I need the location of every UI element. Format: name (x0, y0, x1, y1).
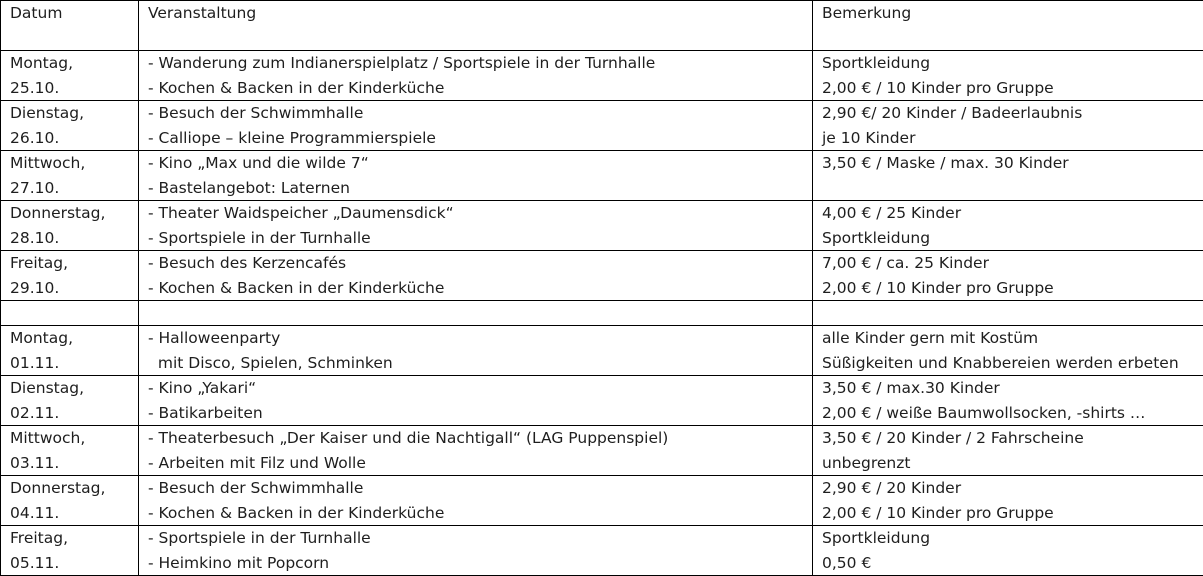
event-line: - Batikarbeiten (148, 401, 812, 426)
note-line: Sportkleidung (822, 226, 1203, 251)
event-line: - Besuch der Schwimmhalle (148, 476, 812, 501)
weekday-label: Montag, (10, 51, 138, 76)
weekday-label: Mittwoch, (10, 151, 138, 176)
table-row (1, 376, 1203, 426)
note-cell (813, 526, 1203, 576)
note-line: 0,50 € (822, 551, 1203, 576)
event-line: - Arbeiten mit Filz und Wolle (148, 451, 812, 476)
note-cell (813, 51, 1203, 101)
event-line: - Besuch des Kerzencafés (148, 251, 812, 276)
header-date-label: Datum (10, 1, 138, 26)
date-cell (1, 376, 139, 426)
note-line: 2,90 € / 20 Kinder (822, 476, 1203, 501)
event-line: - Sportspiele in der Turnhalle (148, 226, 812, 251)
event-cell (139, 526, 813, 576)
note-line: 2,90 €/ 20 Kinder / Badeerlaubnis (822, 101, 1203, 126)
event-line: - Heimkino mit Popcorn (148, 551, 812, 576)
event-line: - Calliope – kleine Programmierspiele (148, 126, 812, 151)
date-label: 01.11. (10, 351, 138, 376)
event-cell (139, 151, 813, 201)
header-event-label: Veranstaltung (148, 1, 812, 26)
table-row (1, 426, 1203, 476)
spacer-row (1, 301, 1203, 326)
note-line (822, 176, 1203, 201)
date-cell (1, 51, 139, 101)
spacer-cell (1, 301, 139, 326)
date-label: 26.10. (10, 126, 138, 151)
date-cell (1, 151, 139, 201)
note-line: 3,50 € / Maske / max. 30 Kinder (822, 151, 1203, 176)
event-line: - Kochen & Backen in der Kinderküche (148, 76, 812, 101)
weekday-label: Donnerstag, (10, 476, 138, 501)
event-cell (139, 376, 813, 426)
event-line: mit Disco, Spielen, Schminken (148, 351, 812, 376)
event-cell (139, 326, 813, 376)
date-label: 29.10. (10, 276, 138, 301)
table-row (1, 476, 1203, 526)
note-line: 3,50 € / 20 Kinder / 2 Fahrscheine (822, 426, 1203, 451)
spacer-cell (813, 301, 1203, 326)
note-cell (813, 201, 1203, 251)
note-line: 2,00 € / 10 Kinder pro Gruppe (822, 501, 1203, 526)
date-cell (1, 201, 139, 251)
event-line: - Theater Waidspeicher „Daumensdick“ (148, 201, 812, 226)
note-line: 2,00 € / 10 Kinder pro Gruppe (822, 276, 1203, 301)
spacer-cell (139, 301, 813, 326)
event-cell (139, 101, 813, 151)
date-label: 27.10. (10, 176, 138, 201)
weekday-label: Freitag, (10, 526, 138, 551)
note-line: 4,00 € / 25 Kinder (822, 201, 1203, 226)
date-cell (1, 251, 139, 301)
header-date (1, 1, 139, 51)
note-cell (813, 101, 1203, 151)
date-label: 02.11. (10, 401, 138, 426)
schedule-body (1, 1, 1203, 576)
event-line: - Kochen & Backen in der Kinderküche (148, 501, 812, 526)
note-line: 2,00 € / weiße Baumwollsocken, -shirts … (822, 401, 1203, 426)
date-cell (1, 326, 139, 376)
date-cell (1, 426, 139, 476)
date-label: 03.11. (10, 451, 138, 476)
event-cell (139, 476, 813, 526)
event-cell (139, 251, 813, 301)
event-line: - Theaterbesuch „Der Kaiser und die Nachtigall“ (LAG Puppenspiel) (148, 426, 812, 451)
event-line: - Halloweenparty (148, 326, 812, 351)
event-line: - Kino „Yakari“ (148, 376, 812, 401)
event-cell (139, 426, 813, 476)
event-line: - Bastelangebot: Laternen (148, 176, 812, 201)
table-row (1, 51, 1203, 101)
table-row (1, 526, 1203, 576)
table-row (1, 201, 1203, 251)
note-line: je 10 Kinder (822, 126, 1203, 151)
note-line: Sportkleidung (822, 51, 1203, 76)
note-cell (813, 426, 1203, 476)
header-note-label: Bemerkung (822, 1, 1203, 26)
note-cell (813, 476, 1203, 526)
date-label: 28.10. (10, 226, 138, 251)
note-line: 2,00 € / 10 Kinder pro Gruppe (822, 76, 1203, 101)
note-cell (813, 251, 1203, 301)
weekday-label: Donnerstag, (10, 201, 138, 226)
date-cell (1, 101, 139, 151)
note-line: unbegrenzt (822, 451, 1203, 476)
header-row (1, 1, 1203, 51)
note-line: Süßigkeiten und Knabbereien werden erbeten (822, 351, 1203, 376)
event-cell (139, 201, 813, 251)
weekday-label: Freitag, (10, 251, 138, 276)
event-line: - Sportspiele in der Turnhalle (148, 526, 812, 551)
date-label: 25.10. (10, 76, 138, 101)
event-line: - Wanderung zum Indianerspielplatz / Sportspiele in der Turnhalle (148, 51, 812, 76)
header-note (813, 1, 1203, 51)
table-row (1, 101, 1203, 151)
event-line: - Besuch der Schwimmhalle (148, 101, 812, 126)
table-row (1, 326, 1203, 376)
table-row (1, 251, 1203, 301)
date-label: 04.11. (10, 501, 138, 526)
note-line: 3,50 € / max.30 Kinder (822, 376, 1203, 401)
weekday-label: Mittwoch, (10, 426, 138, 451)
note-line: alle Kinder gern mit Kostüm (822, 326, 1203, 351)
date-cell (1, 526, 139, 576)
event-line: - Kino „Max und die wilde 7“ (148, 151, 812, 176)
note-cell (813, 326, 1203, 376)
weekday-label: Montag, (10, 326, 138, 351)
date-label: 05.11. (10, 551, 138, 576)
weekday-label: Dienstag, (10, 101, 138, 126)
date-cell (1, 476, 139, 526)
table-row (1, 151, 1203, 201)
event-line: - Kochen & Backen in der Kinderküche (148, 276, 812, 301)
note-cell (813, 151, 1203, 201)
note-line: Sportkleidung (822, 526, 1203, 551)
event-cell (139, 51, 813, 101)
weekday-label: Dienstag, (10, 376, 138, 401)
header-event (139, 1, 813, 51)
note-line: 7,00 € / ca. 25 Kinder (822, 251, 1203, 276)
note-cell (813, 376, 1203, 426)
